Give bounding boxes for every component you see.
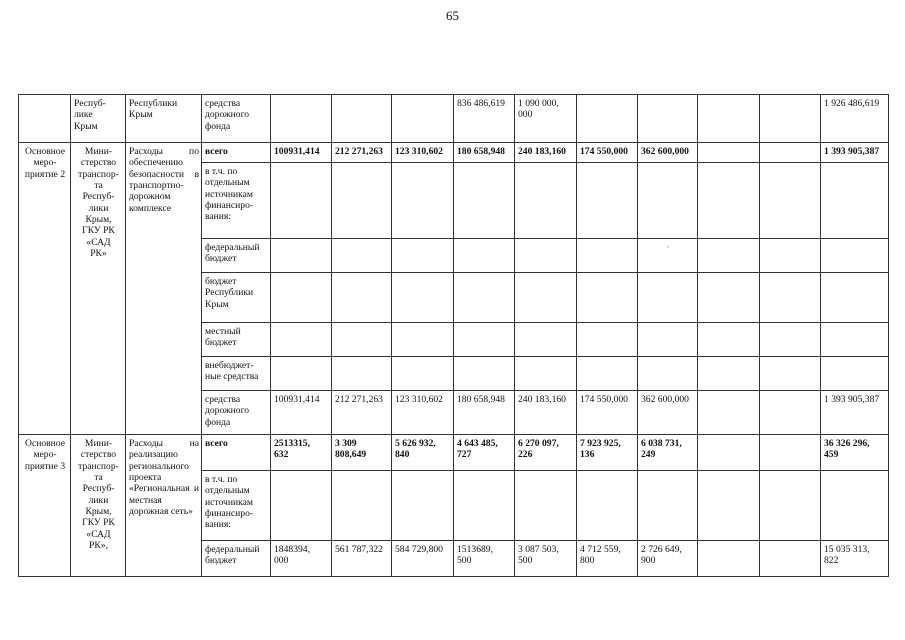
source-label: всего — [202, 435, 271, 471]
value-cell — [698, 471, 760, 541]
value-cell — [638, 471, 698, 541]
value-cell: 1513689, 500 — [454, 541, 515, 577]
value-cell: 15 035 313, 822 — [821, 541, 889, 577]
value-cell — [698, 143, 760, 163]
value-cell: 6 038 731, 249 — [638, 435, 698, 471]
value-cell: 180 658,948 — [454, 391, 515, 435]
value-cell: 212 271,263 — [332, 391, 392, 435]
value-cell — [821, 471, 889, 541]
value-cell — [698, 239, 760, 273]
value-cell — [760, 323, 821, 357]
value-cell — [638, 163, 698, 239]
value-cell — [760, 471, 821, 541]
measure-cell: Основное меро- приятие 3 — [19, 435, 71, 577]
description-cell: Расходы по обеспечению безопасности в транспортно-дорожном комплексе — [126, 143, 202, 435]
value-cell — [515, 239, 577, 273]
value-cell — [698, 435, 760, 471]
budget-table — [18, 94, 889, 577]
value-cell — [760, 143, 821, 163]
source-label: всего — [202, 143, 271, 163]
value-cell: 5 626 932, 840 — [392, 435, 454, 471]
value-cell — [760, 239, 821, 273]
value-cell — [760, 541, 821, 577]
value-cell — [821, 357, 889, 391]
value-cell: 180 658,948 — [454, 143, 515, 163]
value-cell — [392, 163, 454, 239]
value-cell: 2 726 649, 900 — [638, 541, 698, 577]
value-cell: 123 310,602 — [392, 391, 454, 435]
value-cell: 4 643 485, 727 — [454, 435, 515, 471]
value-cell — [638, 323, 698, 357]
value-cell — [638, 95, 698, 143]
value-cell — [392, 357, 454, 391]
source-label: в т.ч. по отдельным источникам финансиро- вания: — [202, 471, 271, 541]
value-cell — [515, 323, 577, 357]
value-cell — [638, 357, 698, 391]
value-cell — [698, 357, 760, 391]
value-cell — [332, 239, 392, 273]
value-cell — [515, 273, 577, 323]
value-cell: 1 393 905,387 — [821, 391, 889, 435]
value-cell — [271, 273, 332, 323]
value-cell — [392, 95, 454, 143]
source-label: средства дорожного фонда — [202, 391, 271, 435]
value-cell: 174 550,000 — [577, 391, 638, 435]
value-cell: 100931,414 — [271, 391, 332, 435]
value-cell — [577, 323, 638, 357]
executor-cell: Респуб- лике Крым — [71, 95, 126, 143]
description-cell: Расходы на реализацию регионального проекта «Региональная и местная дорожная сеть» — [126, 435, 202, 577]
value-cell: · — [638, 239, 698, 273]
value-cell — [821, 239, 889, 273]
value-cell: 2513315, 632 — [271, 435, 332, 471]
value-cell — [454, 273, 515, 323]
value-cell — [577, 273, 638, 323]
value-cell — [577, 239, 638, 273]
value-cell: 123 310,602 — [392, 143, 454, 163]
value-cell — [638, 273, 698, 323]
value-cell — [698, 323, 760, 357]
value-cell — [332, 471, 392, 541]
value-cell — [577, 357, 638, 391]
value-cell — [821, 273, 889, 323]
page-number: 65 — [446, 8, 459, 23]
value-cell — [332, 323, 392, 357]
value-cell — [698, 391, 760, 435]
executor-cell: Мини- стерство транспор- та Респуб- лики Крым, ГКУ РК «САД РК», — [71, 435, 126, 577]
value-cell — [454, 163, 515, 239]
source-label: местный бюджет — [202, 323, 271, 357]
value-cell — [760, 273, 821, 323]
value-cell — [332, 95, 392, 143]
value-cell — [454, 471, 515, 541]
value-cell: 362 600,000 — [638, 143, 698, 163]
value-cell — [698, 163, 760, 239]
value-cell — [760, 435, 821, 471]
value-cell — [515, 471, 577, 541]
value-cell — [515, 357, 577, 391]
value-cell: 1848394, 000 — [271, 541, 332, 577]
value-cell — [760, 357, 821, 391]
value-cell — [698, 541, 760, 577]
measure-cell: Основное меро- приятие 2 — [19, 143, 71, 435]
value-cell: 240 183,160 — [515, 391, 577, 435]
value-cell: 4 712 559, 800 — [577, 541, 638, 577]
source-label: бюджет Республики Крым — [202, 273, 271, 323]
value-cell — [392, 471, 454, 541]
value-cell — [577, 471, 638, 541]
source-label: федеральный бюджет — [202, 541, 271, 577]
source-label: внебюджет- ные средства — [202, 357, 271, 391]
value-cell — [271, 95, 332, 143]
value-cell — [332, 357, 392, 391]
value-cell: 584 729,800 — [392, 541, 454, 577]
value-cell: 212 271,263 — [332, 143, 392, 163]
value-cell — [392, 273, 454, 323]
table-row — [19, 95, 889, 143]
description-cell: Республики Крым — [126, 95, 202, 143]
value-cell: 561 787,322 — [332, 541, 392, 577]
value-cell — [454, 323, 515, 357]
value-cell — [821, 163, 889, 239]
value-cell — [515, 163, 577, 239]
table-row — [19, 435, 889, 471]
value-cell — [698, 273, 760, 323]
source-label: средства дорожного фонда — [202, 95, 271, 143]
value-cell: 1 090 000, 000 — [515, 95, 577, 143]
value-cell — [271, 357, 332, 391]
value-cell: 100931,414 — [271, 143, 332, 163]
measure-cell — [19, 95, 71, 143]
value-cell: 3 087 503, 500 — [515, 541, 577, 577]
value-cell: 362 600,000 — [638, 391, 698, 435]
value-cell: 3 309 808,649 — [332, 435, 392, 471]
source-label: в т.ч. по отдельным источникам финансиро- вания: — [202, 163, 271, 239]
value-cell: 1 926 486,619 — [821, 95, 889, 143]
value-cell — [271, 471, 332, 541]
value-cell — [332, 273, 392, 323]
executor-cell: Мини- стерство транспор- та Респуб- лики Крым, ГКУ РК «САД РК» — [71, 143, 126, 435]
value-cell — [332, 163, 392, 239]
value-cell — [271, 239, 332, 273]
value-cell — [454, 357, 515, 391]
value-cell: 240 183,160 — [515, 143, 577, 163]
value-cell — [392, 239, 454, 273]
value-cell — [760, 391, 821, 435]
value-cell: 7 923 925, 136 — [577, 435, 638, 471]
value-cell: 1 393 905,387 — [821, 143, 889, 163]
value-cell: 836 486,619 — [454, 95, 515, 143]
value-cell — [454, 239, 515, 273]
value-cell — [271, 323, 332, 357]
value-cell — [577, 163, 638, 239]
source-label: федеральный бюджет — [202, 239, 271, 273]
value-cell — [577, 95, 638, 143]
value-cell — [760, 95, 821, 143]
value-cell — [760, 163, 821, 239]
table-row — [19, 143, 889, 163]
value-cell: 6 270 097, 226 — [515, 435, 577, 471]
value-cell — [271, 163, 332, 239]
value-cell — [698, 95, 760, 143]
value-cell — [392, 323, 454, 357]
value-cell — [821, 323, 889, 357]
value-cell: 36 326 296, 459 — [821, 435, 889, 471]
value-cell: 174 550,000 — [577, 143, 638, 163]
